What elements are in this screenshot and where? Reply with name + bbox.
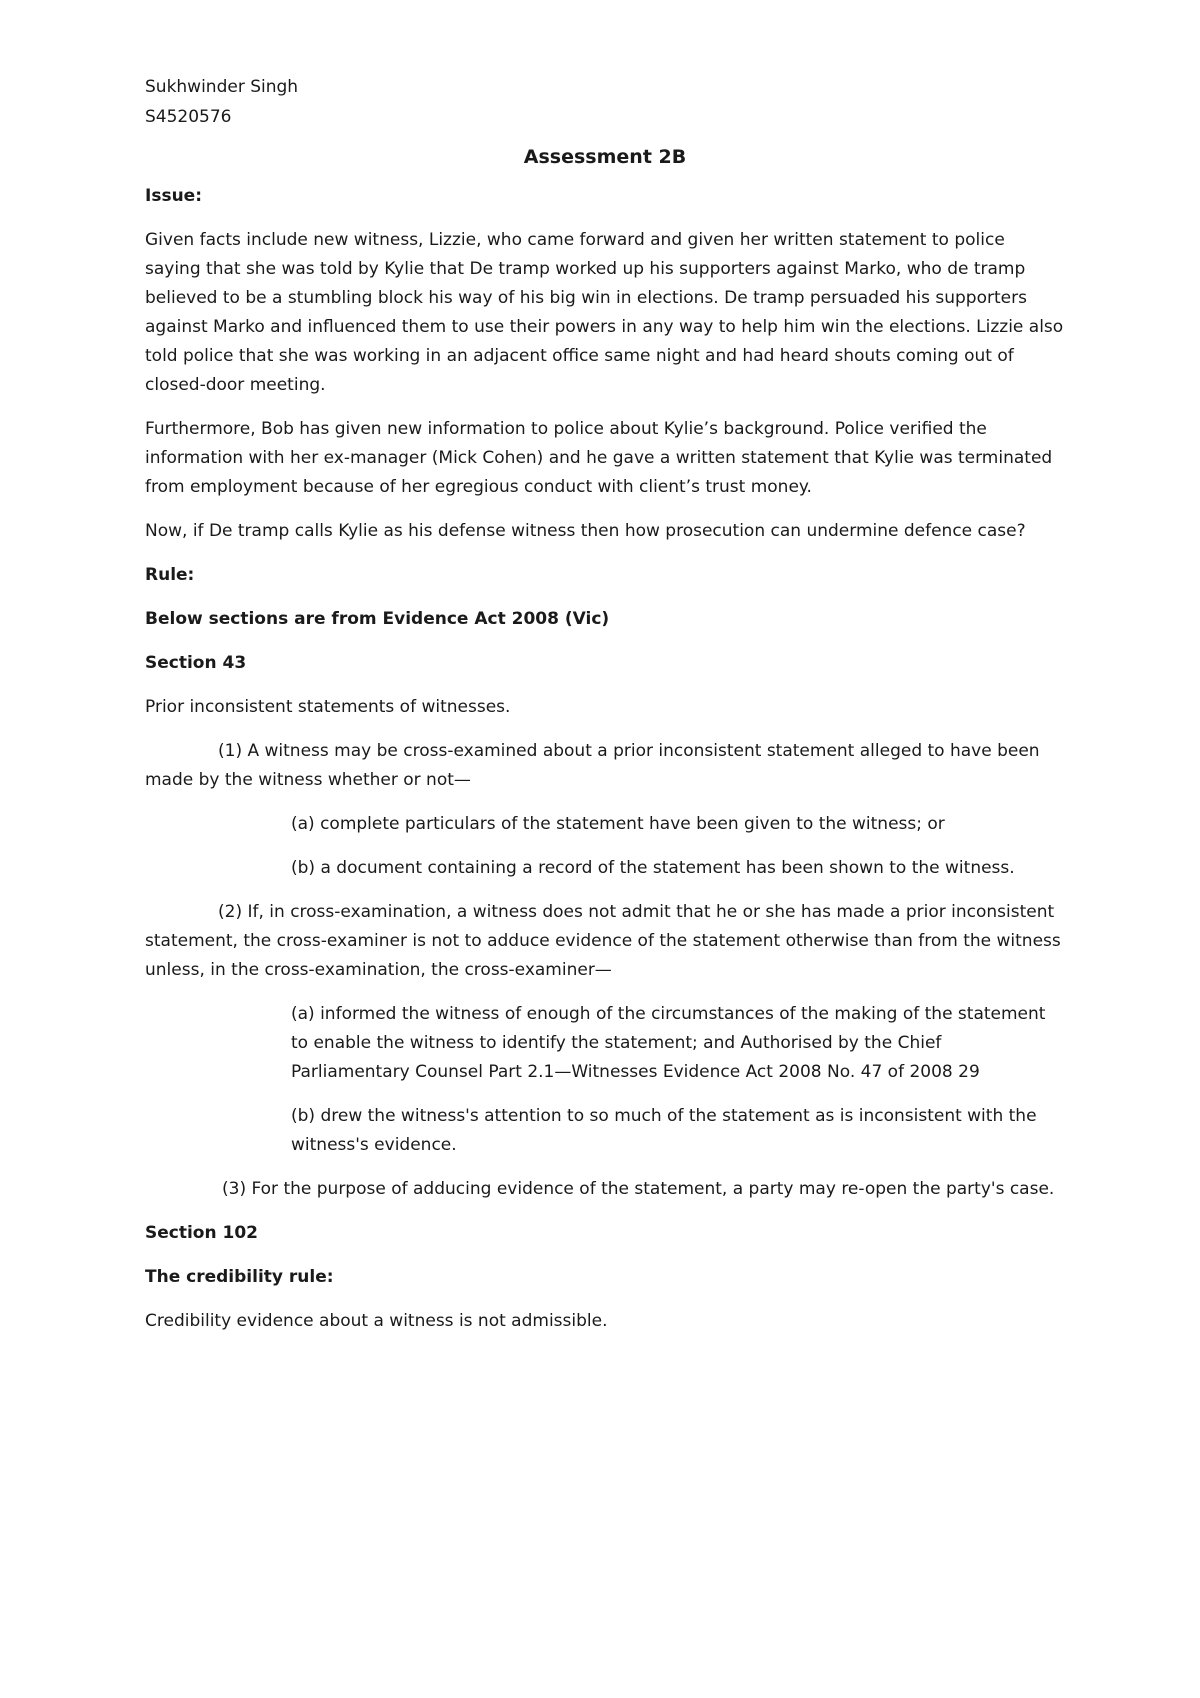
rule-heading: Rule: xyxy=(145,565,195,585)
section-102-subheading: The credibility rule: xyxy=(145,1267,334,1287)
section-43-subsection-2b: (b) drew the witness's attention to so much of the statement as is inconsistent with the witness's evidence. xyxy=(291,1106,1037,1155)
student-id: S4520576 xyxy=(145,107,232,127)
section-43-heading: Section 43 xyxy=(145,653,247,673)
section-43-subsection-3: (3) For the purpose of adducing evidence of the statement, a party may re-open the party's case. xyxy=(222,1179,1055,1199)
issue-paragraph: Furthermore, Bob has given new information to police about Kylie’s background. Police verified the information with her ex-manager (Mick Cohen) and he gave a written statement that Kylie was terminated from employment because of her egregious conduct with client’s trust money. xyxy=(145,419,1053,497)
section-43-subsection-1: (1) A witness may be cross-examined about a prior inconsistent statement alleged to have been made by the witness whether or not— xyxy=(145,741,1040,790)
section-43-subsection-2: (2) If, in cross-examination, a witness does not admit that he or she has made a prior inconsistent statement, the cross-examiner is not to adduce evidence of the statement otherwise than from the witness unless, in the cross-examination, the cross-examiner— xyxy=(145,902,1061,980)
issue-paragraph: Now, if De tramp calls Kylie as his defense witness then how prosecution can undermine defence case? xyxy=(145,521,1026,541)
section-43-subsection-1a: (a) complete particulars of the statement have been given to the witness; or xyxy=(291,814,945,834)
section-102-text: Credibility evidence about a witness is not admissible. xyxy=(145,1311,608,1331)
rule-source: Below sections are from Evidence Act 2008 (Vic) xyxy=(145,609,610,629)
document-title: Assessment 2B xyxy=(523,146,687,168)
section-43-subsection-2a: (a) informed the witness of enough of the circumstances of the making of the statement to enable the witness to identify the statement; and Authorised by the Chief Parliamentary Counsel Part 2.1—Witnesses Evidence Act 2008 No. 47 of 2008 29 xyxy=(291,1004,1046,1082)
issue-heading: Issue: xyxy=(145,186,202,206)
document-body xyxy=(145,72,1065,1351)
section-43-subsection-1b: (b) a document containing a record of the statement has been shown to the witness. xyxy=(291,858,1015,878)
author-name: Sukhwinder Singh xyxy=(145,77,299,97)
section-102-heading: Section 102 xyxy=(145,1223,258,1243)
section-43-subtitle: Prior inconsistent statements of witnesses. xyxy=(145,697,511,717)
issue-paragraph: Given facts include new witness, Lizzie, who came forward and given her written statement to police saying that she was told by Kylie that De tramp worked up his supporters against Marko, who de tramp believed to be a stumbling block his way of his big win in elections. De tramp persuaded his supporters against Marko and influenced them to use their powers in any way to help him win the elections. Lizzie also told police that she was working in an adjacent office same night and had heard shouts coming out of closed-door meeting. xyxy=(145,230,1064,395)
